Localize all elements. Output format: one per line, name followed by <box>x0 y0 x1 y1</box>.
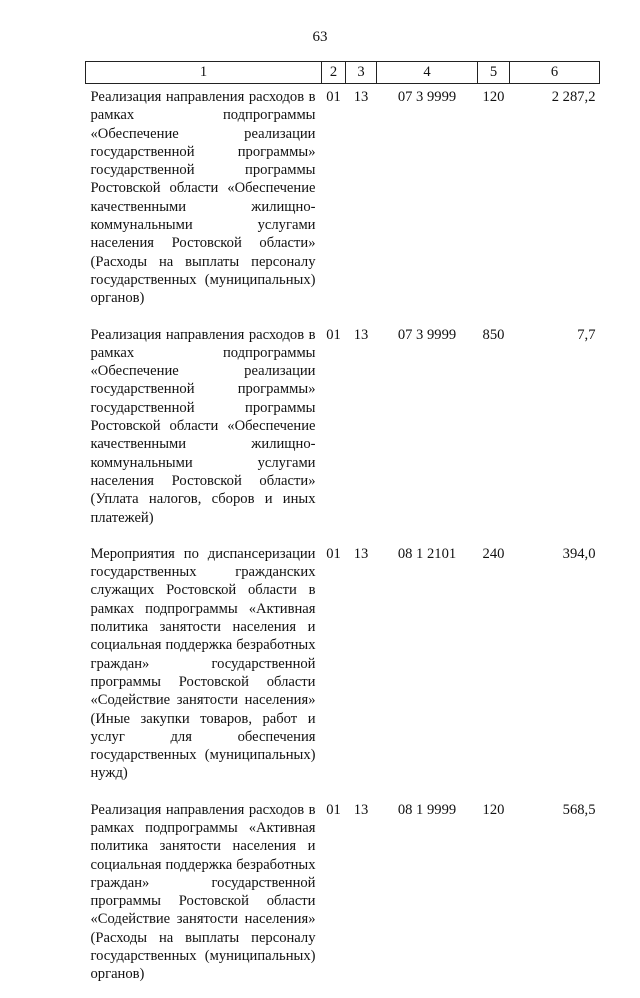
row-description: Реализация направления расходов в рамках подпрограммы «Активная политика занятости населения и социальная поддержка безработных граждан» государственной программы Ростовской области «Содействие занятости населения» (Расходы на выплаты персоналу государственных (муниципальных) органов) <box>90 801 316 983</box>
amount: 394,0 <box>562 545 596 562</box>
column-header-3: 3 <box>346 62 377 84</box>
row-description: Мероприятия по диспансеризации государственных гражданских служащих Ростовской области в рамках подпрограммы «Активная политика занятости населения и социальная поддержка безработных граждан» государственной программы Ростовской области «Содействие занятости населения» (Иные закупки товаров, работ и услуг для обеспечения государственных (муниципальных) нужд) <box>90 545 316 782</box>
table-row <box>86 797 600 998</box>
subsection-code: 13 <box>353 801 369 818</box>
budget-table <box>85 61 600 998</box>
column-header-1: 1 <box>86 62 322 84</box>
section-code: 01 <box>326 801 341 818</box>
amount: 2 287,2 <box>551 89 596 105</box>
subsection-code: 13 <box>353 326 369 343</box>
expense-type-code: 120 <box>482 89 505 105</box>
target-article-code: 08 1 2101 <box>397 545 457 562</box>
row-description: Реализация направления расходов в рамках подпрограммы «Обеспечение реализации государственной программы» государственной программы Ростовской области «Обеспечение качественными жилищно-коммунальными услугами населения Ростовской области» (Расходы на выплаты персоналу государственных (муниципальных) органов) <box>90 89 316 307</box>
column-header-2: 2 <box>322 62 346 84</box>
column-header-6: 6 <box>510 62 600 84</box>
section-code: 01 <box>326 89 341 105</box>
expense-type-code: 120 <box>482 801 505 818</box>
target-article-code: 07 3 9999 <box>397 326 457 343</box>
row-description: Реализация направления расходов в рамках подпрограммы «Обеспечение реализации государственной программы» государственной программы Ростовской области «Обеспечение качественными жилищно-коммунальными услугами населения Ростовской области» (Уплата налогов, сборов и иных платежей) <box>90 326 316 526</box>
section-code: 01 <box>326 326 341 343</box>
target-article-code: 07 3 9999 <box>397 89 457 105</box>
expense-type-code: 850 <box>482 326 505 343</box>
amount: 568,5 <box>562 801 596 818</box>
table-row <box>86 541 600 797</box>
target-article-code: 08 1 9999 <box>397 801 457 818</box>
column-header-4: 4 <box>377 62 478 84</box>
table-row <box>86 84 600 322</box>
table-row <box>86 322 600 541</box>
amount: 7,7 <box>577 326 596 343</box>
column-header-5: 5 <box>478 62 510 84</box>
subsection-code: 13 <box>353 545 369 562</box>
section-code: 01 <box>326 545 341 562</box>
subsection-code: 13 <box>353 89 369 105</box>
expense-type-code: 240 <box>482 545 505 562</box>
page-number: 63 <box>312 29 328 45</box>
table-header-row <box>86 62 600 84</box>
